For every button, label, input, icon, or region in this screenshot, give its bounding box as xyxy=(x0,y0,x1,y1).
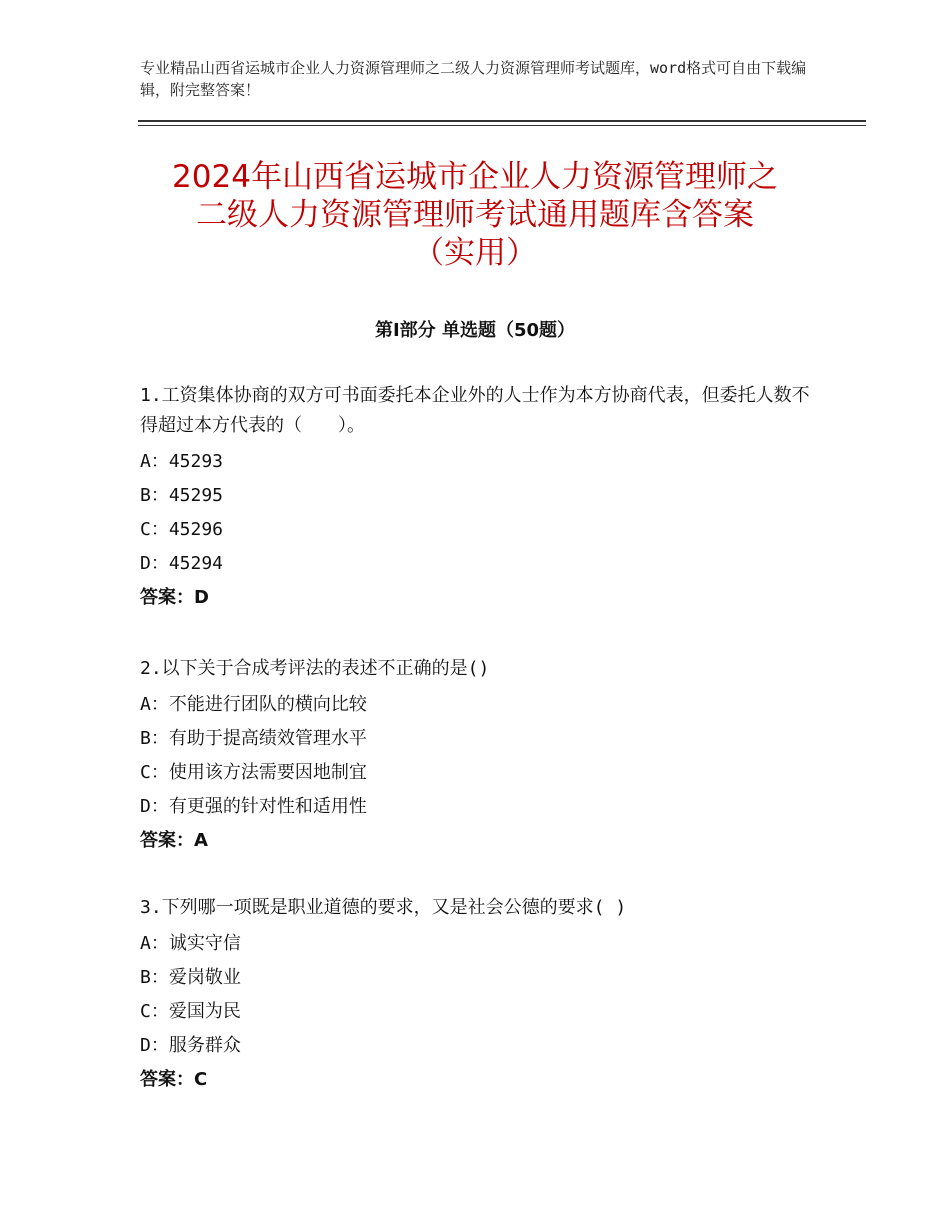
title-line-3: （实用） xyxy=(413,235,537,271)
option-a: A：诚实守信 xyxy=(140,933,241,954)
option-c: C：爱国为民 xyxy=(140,1001,241,1022)
question-2 xyxy=(140,654,820,858)
question-stem: 1.工资集体协商的双方可书面委托本企业外的人士作为本方协商代表，但委托人数不得超过本方代表的（ ）。 xyxy=(140,385,810,436)
option-d: D：服务群众 xyxy=(140,1035,241,1056)
section-heading: 第Ⅰ部分 单选题（50题） xyxy=(374,320,575,341)
option-d: D：有更强的针对性和适用性 xyxy=(140,796,367,817)
option-b: B：爱岗敬业 xyxy=(140,967,241,988)
title-line-1: 2024年山西省运城市企业人力资源管理师之 xyxy=(172,159,778,195)
option-a: A：不能进行团队的横向比较 xyxy=(140,694,367,715)
header-divider xyxy=(138,120,866,126)
question-stem: 3.下列哪一项既是职业道德的要求，又是社会公德的要求( ) xyxy=(140,897,627,918)
answer-label: 答案：C xyxy=(140,1069,208,1090)
option-a: A：45293 xyxy=(140,451,224,472)
option-c: C：使用该方法需要因地制宜 xyxy=(140,762,367,783)
answer-label: 答案：A xyxy=(140,830,208,851)
option-c: C：45296 xyxy=(140,519,224,540)
question-1 xyxy=(140,381,820,615)
title-line-2: 二级人力资源管理师考试通用题库含答案 xyxy=(196,197,754,233)
document-title xyxy=(100,158,850,272)
option-b: B：有助于提高绩效管理水平 xyxy=(140,728,367,749)
header-note: 专业精品山西省运城市企业人力资源管理师之二级人力资源管理师考试题库，word格式可自由下载编辑，附完整答案！ xyxy=(140,59,807,99)
option-b: B：45295 xyxy=(140,485,224,506)
answer-label: 答案：D xyxy=(140,587,209,608)
option-d: D：45294 xyxy=(140,553,224,574)
question-stem: 2.以下关于合成考评法的表述不正确的是() xyxy=(140,658,490,679)
question-3 xyxy=(140,893,820,1097)
